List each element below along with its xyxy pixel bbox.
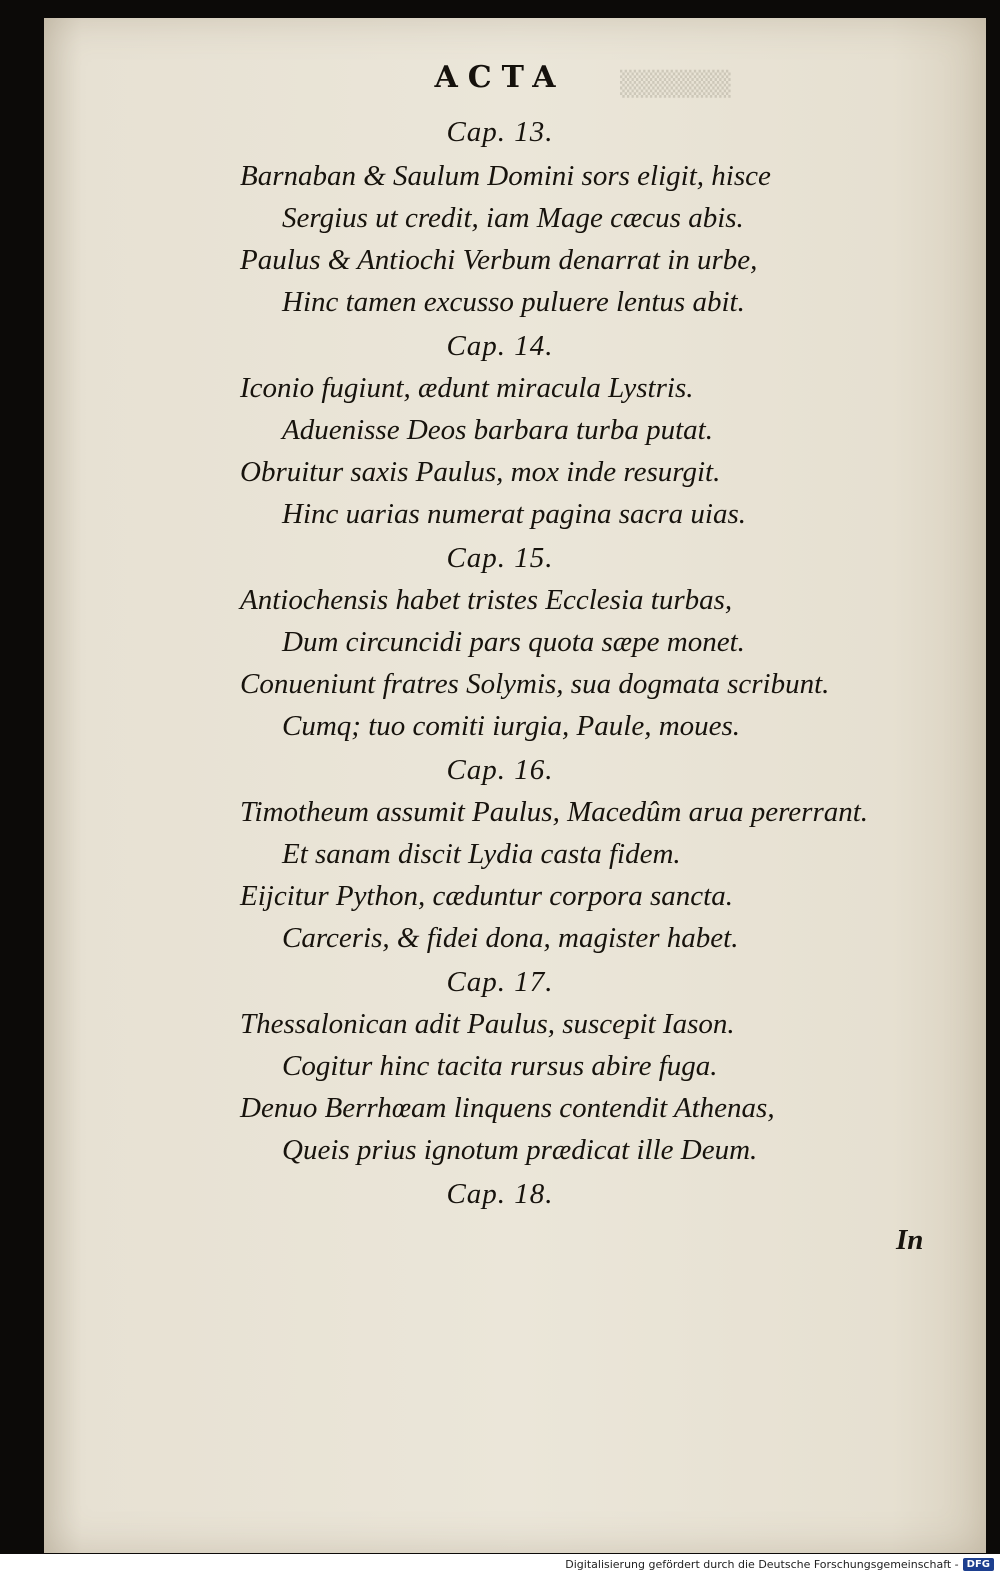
chapter-heading: Cap. 13.: [446, 116, 554, 148]
verse-line: Paulus & Antiochi Verbum denarrat in urbe,: [240, 244, 758, 276]
verse-line: Timotheum assumit Paulus, Macedûm arua pererrant.: [240, 796, 869, 828]
verse-line: Hinc tamen excusso puluere lentus abit.: [282, 286, 745, 318]
chapter-heading: Cap. 18.: [446, 1178, 554, 1210]
running-header: ACTA: [434, 60, 566, 95]
verse-line: Et sanam discit Lydia casta fidem.: [282, 838, 681, 870]
chapter-heading: Cap. 16.: [446, 754, 554, 786]
chapter-heading: Cap. 15.: [446, 542, 554, 574]
chapter-heading: Cap. 17.: [446, 966, 554, 998]
verse-line: Iconio fugiunt, ædunt miracula Lystris.: [240, 372, 694, 404]
chapter-heading: Cap. 14.: [446, 330, 554, 362]
verse-line: Eijcitur Python, cæduntur corpora sancta.: [240, 880, 733, 912]
bleed-through-header: ▒▒▒▒▒▒: [620, 70, 731, 98]
verse-line: Hinc uarias numerat pagina sacra uias.: [282, 498, 746, 530]
verse-line: Carceris, & fidei dona, magister habet.: [282, 922, 739, 954]
digitization-footer: [0, 1554, 1000, 1574]
verse-line: Cumq; tuo comiti iurgia, Paule, moues.: [282, 710, 741, 742]
verse-line: Barnaban & Saulum Domini sors eligit, hisce: [240, 160, 771, 192]
verse-line: Obruitur saxis Paulus, mox inde resurgit.: [240, 456, 721, 488]
catchword: In: [896, 1224, 924, 1256]
verse-line: Conueniunt fratres Solymis, sua dogmata scribunt.: [240, 668, 830, 700]
verse-line: Aduenisse Deos barbara turba putat.: [282, 414, 713, 446]
verse-line: Cogitur hinc tacita rursus abire fuga.: [282, 1050, 718, 1082]
footer-credit: Digitalisierung gefördert durch die Deutsche Forschungsgemeinschaft -: [565, 1557, 959, 1571]
verse-line: Dum circuncidi pars quota sæpe monet.: [282, 626, 745, 658]
verse-line: Antiochensis habet tristes Ecclesia turbas,: [240, 584, 733, 616]
verse-line: Thessalonican adit Paulus, suscepit Iason.: [240, 1008, 735, 1040]
dfg-logo-icon: DFG: [963, 1558, 994, 1571]
verse-line: Denuo Berrhœam linquens contendit Athenas,: [240, 1092, 775, 1124]
verse-line: Queis prius ignotum prædicat ille Deum.: [282, 1134, 758, 1166]
verse-line: Sergius ut credit, iam Mage cæcus abis.: [282, 202, 744, 234]
